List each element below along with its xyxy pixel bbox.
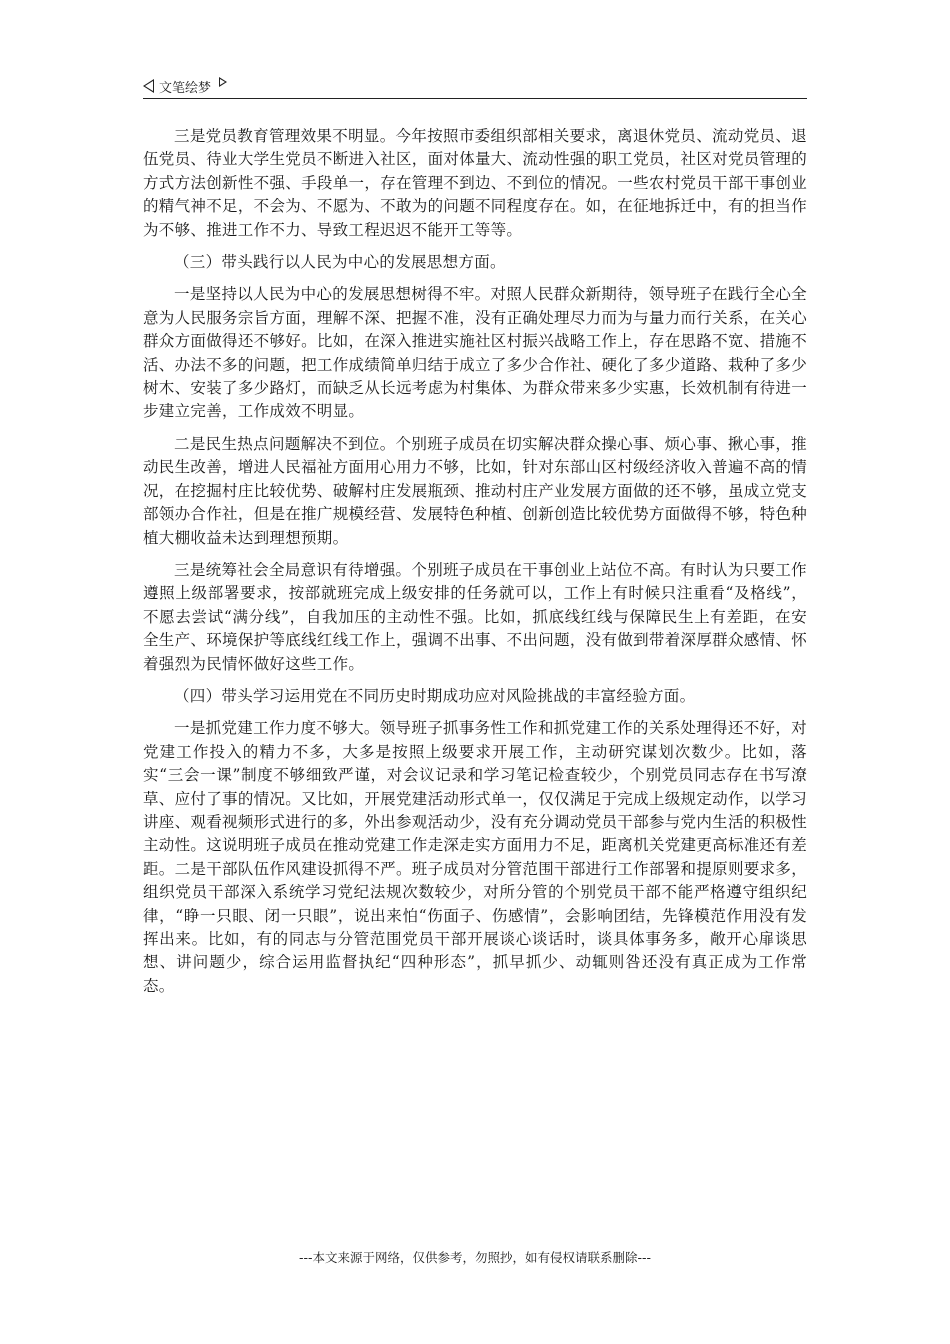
paragraph-party-education: 三是党员教育管理效果不明显。今年按照市委组织部相关要求，离退休党员、流动党员、退伍党员、待业大学生党员不断进入社区，面对体量大、流动性强的职工党员，社区对党员管理的方式方法创新性不强、手段单一，存在管理不到边、不到位的情况。一些农村党员干部干事创业的精气神不足，不会为、不愿为、不敢为的问题不同程度存在。如，在征地拆迁中，有的担当作为不够、推进工作不力、导致工程迟迟不能开工等等。 [143,127,807,239]
document-body [143,125,807,1007]
header-brand: 文笔绘梦 [159,80,212,96]
paragraph-livelihood: 二是民生热点问题解决不到位。个别班子成员在切实解决群众操心事、烦心事、揪心事，推动民生改善，增进人民福祉方面用心用力不够，比如，针对东部山区村级经济收入普遍不高的情况，在挖掘村庄比较优势、破解村庄发展瓶颈、推动村庄产业发展方面做的还不够，虽成立党支部领办合作社，但是在推广规模经营、发展特色种植、创新创造比较优势方面做得不够，特色种植大棚收益未达到理想预期。 [143,434,807,547]
footer-disclaimer: ---本文来源于网络，仅供参考，勿照抄，如有侵权请联系删除--- [298,1250,652,1265]
paragraph-overall-awareness: 三是统筹社会全局意识有待增强。个别班子成员在干事创业上站位不高。有时认为只要工作遵照上级部署要求，按部就班完成上级安排的任务就可以，工作上有时候只注重看“及格线”，不愿去尝试“满分线”，自我加压的主动性不强。比如，抓底线红线与保障民生上有差距，在安全生产、环境保护等底线红线工作上，强调不出事、不出问题，没有做到带着深厚群众感情、怀着强烈为民情怀做好这些工作。 [143,560,807,673]
section-heading-4: （四）带头学习运用党在不同历史时期成功应对风险挑战的丰富经验方面。 [174,686,696,705]
triangle-right-icon [219,77,227,87]
paragraph-party-building: 一是抓党建工作力度不够大。领导班子抓事务性工作和抓党建工作的关系处理得还不好，对党建工作投入的精力不多，大多是按照上级要求开展工作，主动研究谋划次数少。比如，落实“三会一课”制度不够细致严谨，对会议记录和学习笔记检查较少，个别党员同志存在书写潦草、应付了事的情况。又比如，开展党建活动形式单一，仅仅满足于完成上级规定动作，以学习讲座、观看视频形式进行的多，外出参观活动少，没有充分调动党员干部参与党内生活的积极性主动性。这说明班子成员在推动党建工作走深走实方面用力不足，距离机关党建更高标准还有差距。二是干部队伍作风建设抓得不严。班子成员对分管范围干部进行工作部署和提原则要求多，组织党员干部深入系统学习党纪法规次数较少，对所分管的个别党员干部不能严格遵守组织纪律，“睁一只眼、闭一只眼”，说出来怕“伤面子、伤感情”，会影响团结，先锋模范作用没有发挥出来。比如，有的同志与分管范围党员干部开展谈心谈话时，谈具体事务多，敞开心扉谈思想、讲问题少，综合运用监督执纪“四种形态”，抓早抓少、动辄则咎还没有真正成为工作常态。 [143,719,807,995]
triangle-left-icon [143,79,154,93]
paragraph-people-centered: 一是坚持以人民为中心的发展思想树得不牢。对照人民群众新期待，领导班子在践行全心全意为人民服务宗旨方面，理解不深、把握不准，没有正确处理尽力而为与量力而行关系，在关心群众方面做得还不够好。比如，在深入推进实施社区村振兴战略工作上，存在思路不宽、措施不活、办法不多的问题，把工作成绩简单归结于成立了多少合作社、硬化了多少道路、栽种了多少树木、安装了多少路灯，而缺乏从长远考虑为村集体、为群众带来多少实惠，长效机制有待进一步建立完善，工作成效不明显。 [143,285,807,421]
section-heading-3: （三）带头践行以人民为中心的发展思想方面。 [174,253,506,272]
page-header [143,74,807,99]
